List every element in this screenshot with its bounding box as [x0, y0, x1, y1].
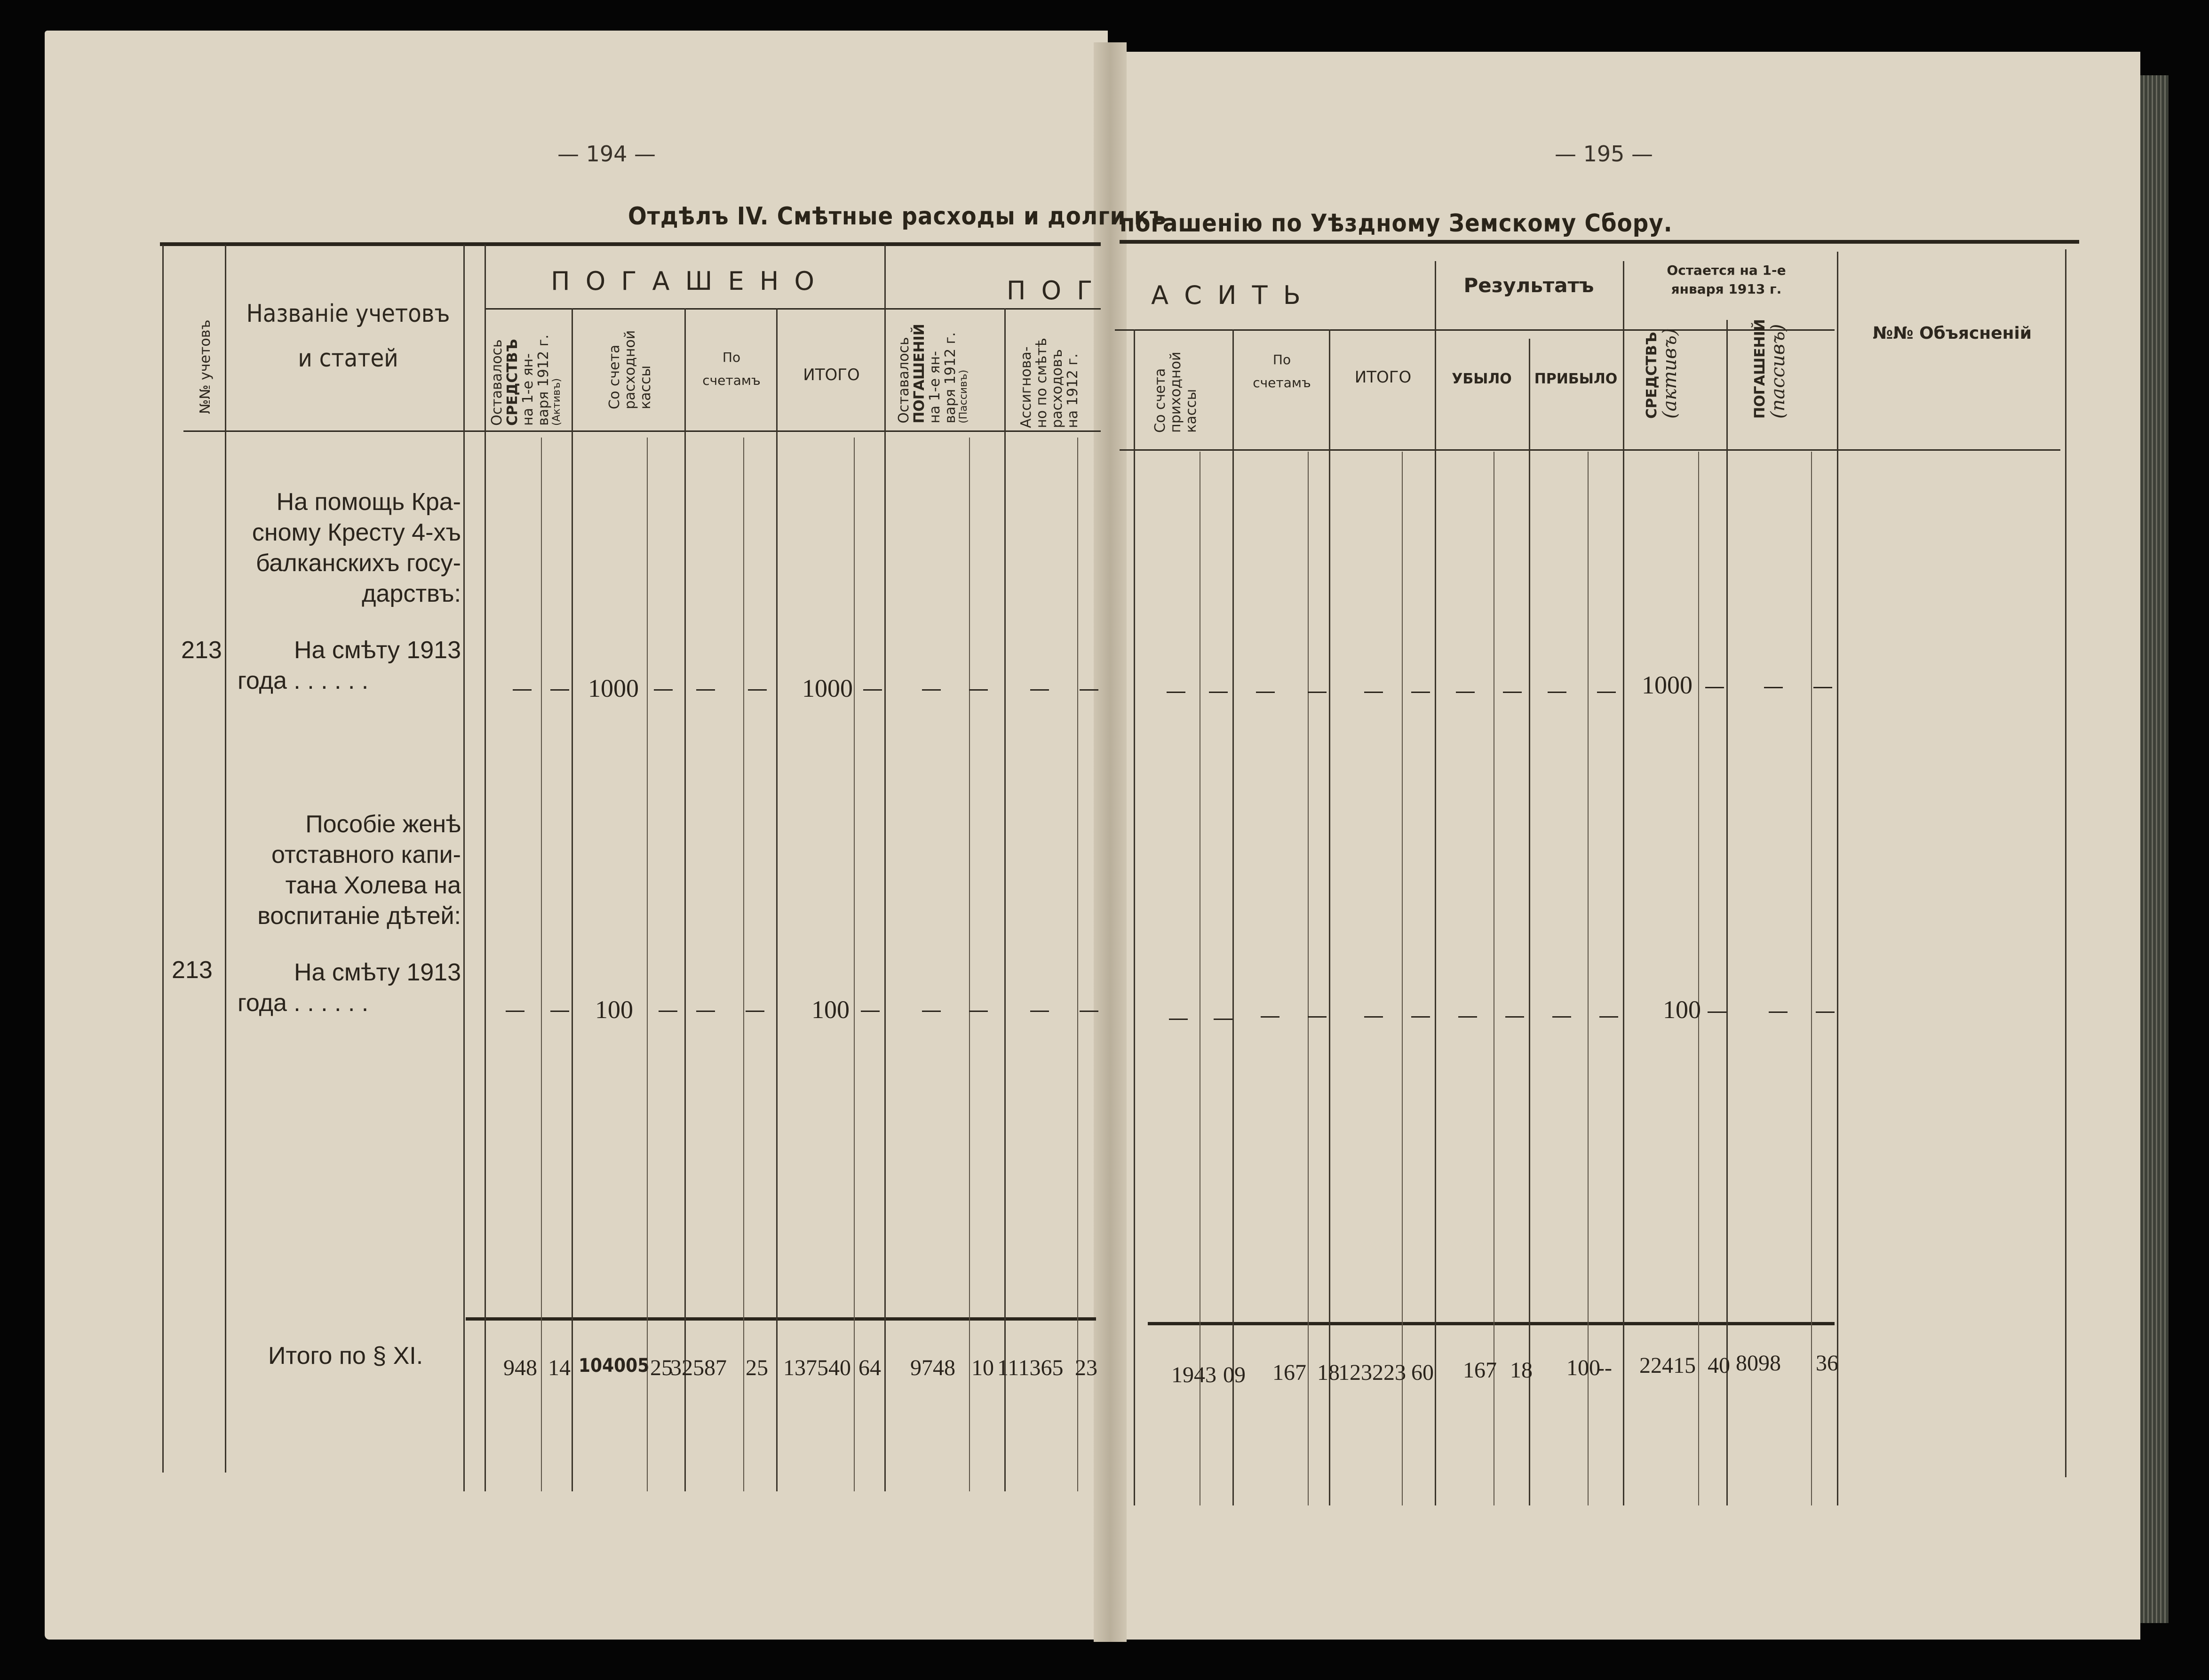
header-so-scheta-prihodnoy: Со счета приходной кассы [1152, 351, 1200, 433]
rule-v [541, 438, 542, 1491]
dash [1214, 1019, 1232, 1020]
dash [1456, 692, 1475, 693]
dash [696, 689, 715, 691]
rule-v [969, 438, 970, 1491]
header-col-name-2: и статей [298, 344, 398, 373]
book-edge [2140, 75, 2169, 1623]
dash [969, 1011, 988, 1012]
total-value: 1943 [1171, 1362, 1216, 1387]
dash [746, 1011, 764, 1012]
header-bottom-rule-left [183, 430, 1101, 432]
page-number-right: — 195 — [1555, 141, 1653, 167]
rule-v [776, 308, 778, 1491]
rule-v [684, 308, 686, 1491]
total-value: 25 [746, 1355, 768, 1380]
rule-v [2065, 249, 2066, 1477]
rule-v [1232, 329, 1234, 1505]
rule-v [1435, 261, 1436, 1505]
total-value: 14 [548, 1355, 571, 1380]
dash [659, 1011, 677, 1012]
dash [1261, 1016, 1279, 1018]
header-bottom-rule-right [1120, 449, 2060, 451]
dash [1816, 1011, 1835, 1013]
dash [748, 689, 767, 691]
dash [1505, 1016, 1524, 1018]
dash [1599, 1016, 1618, 1018]
entry-2-itogo: 100 [811, 995, 850, 1024]
dash [1080, 689, 1098, 691]
header-pogasheno: П О Г А Ш Е Н О [550, 266, 818, 296]
rule-v [884, 245, 886, 1491]
total-value: 23 [1075, 1355, 1097, 1380]
total-value: 111365 [997, 1355, 1064, 1380]
header-col-no: №№ учетовъ [197, 319, 214, 414]
header-ubylo: УБЫЛО [1452, 371, 1512, 387]
rule-v [1077, 438, 1078, 1491]
dash [1308, 1016, 1327, 1018]
rule-v [485, 245, 486, 1491]
section-title-right: погашенію по Уѣздному Земскому Сбору. [1120, 209, 1673, 238]
total-value: 8098 [1736, 1351, 1781, 1376]
dash [550, 1011, 569, 1012]
header-col-name-1: Названіе учетовъ [246, 300, 450, 328]
rule-v [225, 245, 226, 1473]
rule-v [463, 245, 465, 1491]
entry-2-number: 213 [172, 956, 213, 984]
header-rezultat: Результатъ [1463, 274, 1594, 297]
dash [696, 1011, 715, 1012]
rule-v [1698, 452, 1699, 1505]
dash [1552, 1016, 1571, 1018]
total-value: 36 [1816, 1351, 1838, 1376]
total-value: 60 [1411, 1360, 1434, 1385]
dash [1708, 1011, 1726, 1013]
rule-v [162, 245, 164, 1473]
header-pog: П О Г [1006, 276, 1097, 305]
rule-v [1726, 320, 1728, 1505]
total-value: 948 [503, 1355, 537, 1380]
dash [1769, 1011, 1788, 1013]
total-value: -- [1597, 1355, 1612, 1380]
section-title-left: Отдѣлъ IV. Смѣтные расходы и долги къ [628, 202, 1167, 231]
rule-v [1134, 329, 1135, 1505]
total-value: 40 [1708, 1353, 1730, 1378]
dash [863, 689, 882, 691]
entry-2-ostaetsya: 100 [1663, 995, 1701, 1024]
dash [654, 689, 673, 691]
entry-2-so-scheta: 100 [595, 995, 633, 1024]
total-value: 64 [858, 1355, 881, 1380]
dash [1169, 1019, 1188, 1020]
rule-v [1329, 329, 1330, 1505]
dash [922, 1011, 941, 1012]
rule-v [572, 308, 573, 1491]
rule-v [1837, 252, 1838, 1505]
entry-2-name: На смѣту 1913 года . . . . . . [238, 959, 461, 1017]
header-ostavalos-sredstv: Оставалось СРЕДСТВЪ на 1-е ян- варя 1912 г. (Активъ) [489, 334, 563, 426]
entry-1-intro: На помощь Кра- сному Кресту 4-хъ балканскихъ госу- дарствъ: [252, 488, 461, 607]
dash [1458, 1016, 1477, 1018]
dash [1364, 692, 1383, 693]
rule-v [1588, 452, 1589, 1505]
dash [1597, 692, 1616, 693]
entry-1-so-scheta: 1000 [588, 674, 639, 702]
total-rule-left [466, 1317, 1096, 1321]
dash [1308, 692, 1327, 693]
dash [1411, 692, 1430, 693]
dash [1548, 692, 1566, 693]
header-obyasneniy: №№ Объясненій [1872, 324, 2032, 343]
total-value: 18 [1317, 1360, 1340, 1385]
total-value: 25 [650, 1355, 673, 1380]
sub-header-rule-left [485, 308, 1101, 310]
total-value: 167 [1463, 1358, 1497, 1383]
total-value: 123223 [1338, 1360, 1406, 1385]
header-pribylo: ПРИБЫЛО [1534, 371, 1618, 387]
dash [1209, 692, 1228, 693]
header-itogo-left: ИТОГО [803, 366, 860, 384]
rule-v [1623, 261, 1624, 1505]
total-value: 104005 [579, 1355, 650, 1377]
total-value: 137540 [783, 1355, 851, 1380]
total-label: Итого по § XI. [268, 1342, 423, 1369]
header-po-schetam-left: По счетамъ [702, 350, 761, 389]
total-value: 22415 [1639, 1353, 1696, 1378]
total-value: 32587 [670, 1355, 727, 1380]
rule-v [854, 438, 855, 1491]
dash [861, 1011, 880, 1012]
dash [1411, 1016, 1430, 1018]
top-rule-left [160, 242, 1101, 246]
total-value: 10 [971, 1355, 994, 1380]
total-value: 09 [1223, 1362, 1246, 1387]
page-number-left: — 194 — [557, 141, 656, 167]
dash [1364, 1016, 1383, 1018]
rule-v [743, 438, 744, 1491]
header-ostavalos-pogasheniy: Оставалось ПОГАШЕНІЙ на 1-е ян- варя 1912 г. (Пассивъ) [896, 324, 969, 423]
rule-v [1811, 452, 1812, 1505]
entry-1-itogo: 1000 [802, 674, 853, 702]
entry-1-number: 213 [181, 637, 222, 664]
dash [1705, 687, 1724, 688]
rule-v [647, 438, 648, 1491]
header-ostaetsya-2: января 1913 г. [1671, 281, 1782, 297]
header-itogo-right: ИТОГО [1354, 368, 1412, 387]
dash [1256, 692, 1275, 693]
dash [1764, 687, 1783, 688]
dash [1030, 1011, 1049, 1012]
entry-2-intro: Пособіе женѣ отставного капи- тана Холева на воспитаніе дѣтей: [257, 811, 461, 930]
header-so-scheta-rashodnoy: Со счета расходной кассы [606, 330, 654, 409]
total-value: 9748 [910, 1355, 955, 1380]
rule-v [1004, 308, 1006, 1491]
dash [1080, 1011, 1098, 1012]
header-ostaetsya-1: Остается на 1-е [1667, 263, 1786, 278]
dash [513, 689, 532, 691]
entry-1-name: На смѣту 1913 года . . . . . . [238, 637, 461, 694]
dash [1503, 692, 1522, 693]
header-asit: А С И Т Ь [1151, 280, 1304, 310]
dash [1030, 689, 1049, 691]
header-po-schetam-right: По счетамъ [1253, 352, 1311, 391]
dash [1167, 692, 1185, 693]
rule-v [1402, 452, 1403, 1505]
dash [1813, 687, 1832, 688]
dash [550, 689, 569, 691]
total-rule-right [1148, 1322, 1835, 1325]
dash [922, 689, 941, 691]
dash [506, 1011, 524, 1012]
rule-v [1308, 452, 1309, 1505]
header-pogasheniy: ПОГАШЕНІЙ (пассивъ) [1752, 319, 1789, 419]
header-assignovano: Ассигнова- но по смѣтѣ расходовъ на 1912 г. [1018, 338, 1081, 428]
header-sredstv: СРЕДСТВЪ (активъ) [1644, 328, 1681, 419]
dash [969, 689, 988, 691]
total-value: 100 [1566, 1355, 1600, 1380]
entry-1-ostaetsya: 1000 [1642, 671, 1693, 699]
rule-v [1529, 339, 1530, 1505]
top-rule-right [1120, 240, 2079, 244]
total-value: 167 [1272, 1360, 1306, 1385]
total-value: 18 [1510, 1358, 1533, 1383]
